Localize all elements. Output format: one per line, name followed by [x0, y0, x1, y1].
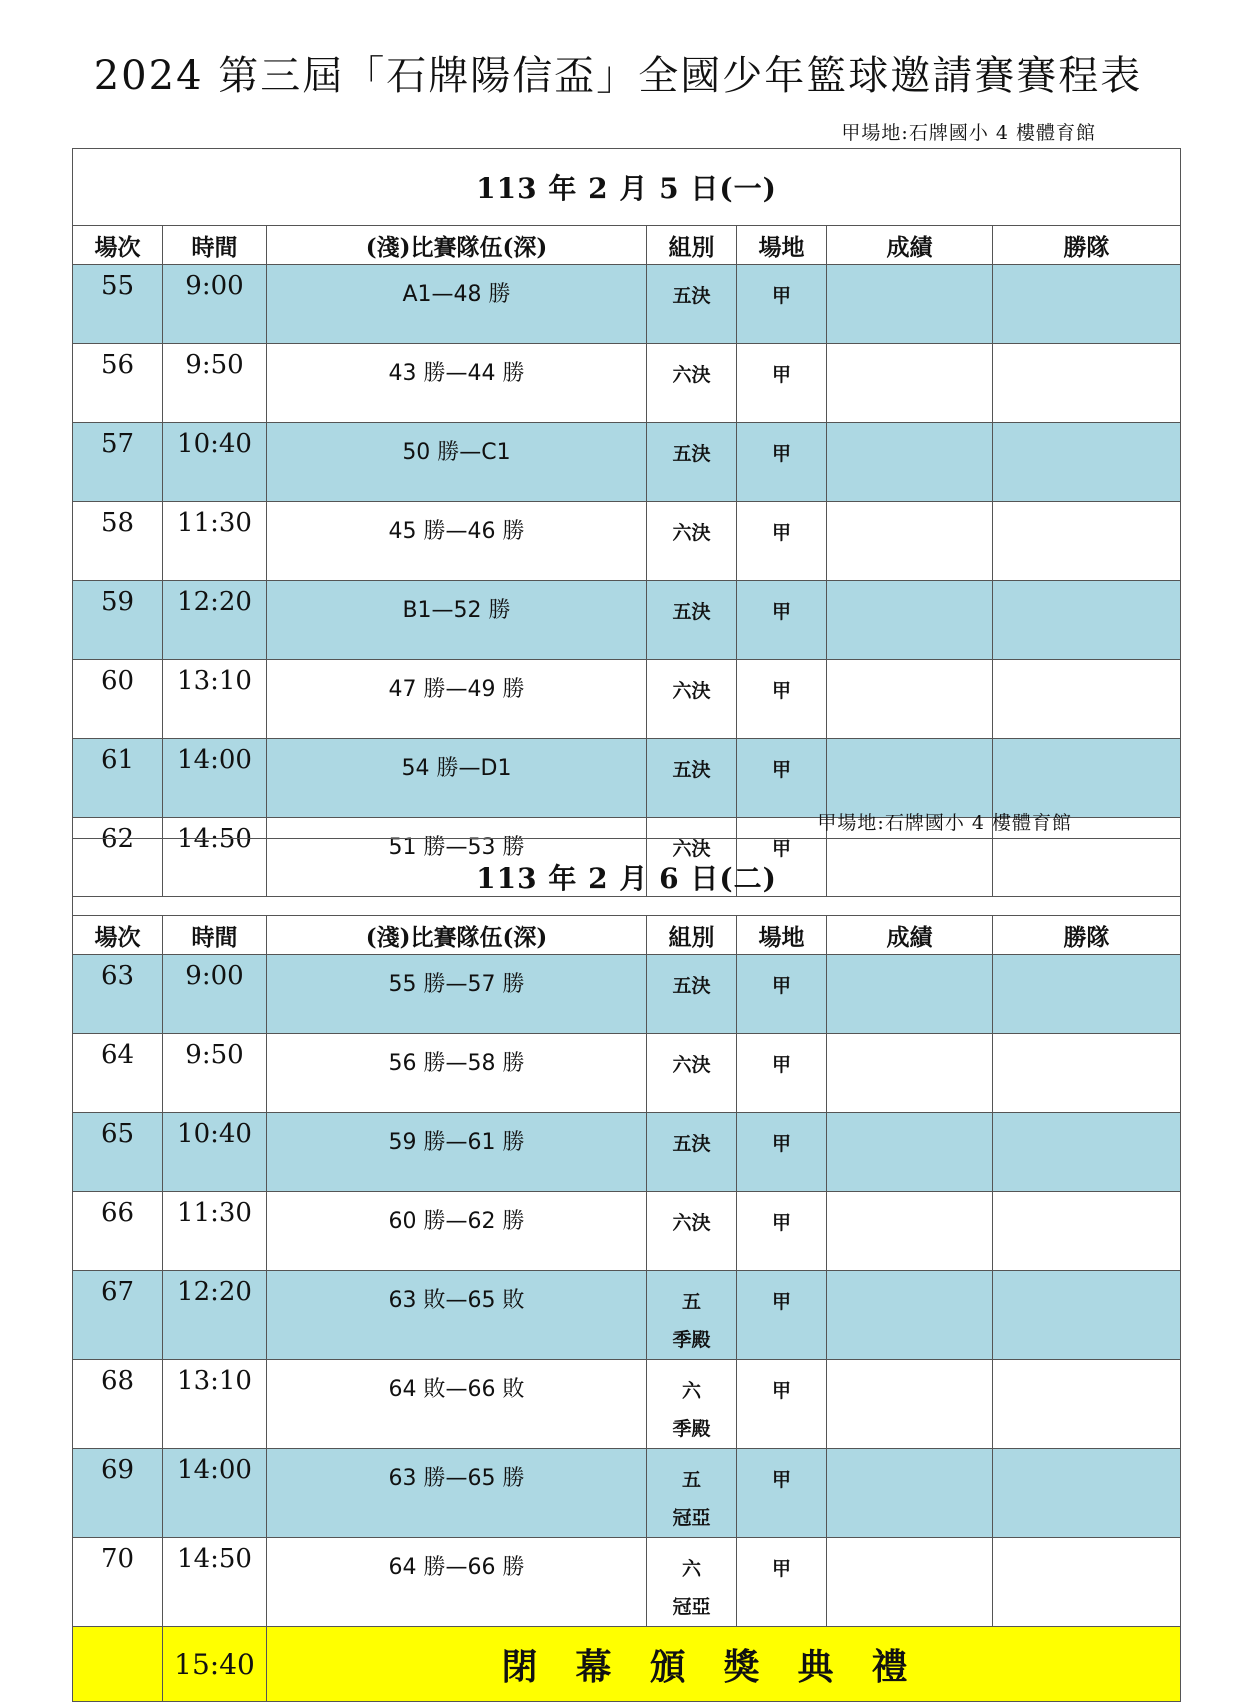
winner-cell [993, 502, 1181, 581]
header-field: 場地 [737, 226, 827, 265]
winner-cell [993, 1449, 1181, 1538]
group-label: 六 [681, 1558, 701, 1580]
score-cell [827, 423, 993, 502]
match-field: 甲 [737, 1034, 827, 1113]
score-cell [827, 660, 993, 739]
match-field: 甲 [737, 1360, 827, 1449]
group-sublabel: 季殿 [672, 1329, 711, 1351]
winner-cell [993, 739, 1181, 818]
match-time: 11:30 [163, 1192, 267, 1271]
winner-cell [993, 955, 1181, 1034]
winner-cell [993, 265, 1181, 344]
match-teams: 45 勝—46 勝 [267, 502, 647, 581]
match-time: 11:30 [163, 502, 267, 581]
header-time: 時間 [163, 916, 267, 955]
match-number: 67 [73, 1271, 163, 1360]
match-number: 57 [73, 423, 163, 502]
match-number: 62 [73, 818, 163, 897]
table-row [73, 344, 1181, 423]
group-label: 五決 [672, 975, 711, 997]
match-group [647, 265, 737, 344]
table-row [73, 423, 1181, 502]
match-time: 9:50 [163, 1034, 267, 1113]
table-row [73, 955, 1181, 1034]
score-cell [827, 955, 993, 1034]
match-field: 甲 [737, 1538, 827, 1627]
schedule-table-day1 [72, 148, 1181, 897]
match-time: 12:20 [163, 581, 267, 660]
match-number: 56 [73, 344, 163, 423]
table-row [73, 1192, 1181, 1271]
match-time: 14:50 [163, 818, 267, 897]
match-field: 甲 [737, 1113, 827, 1192]
winner-cell [993, 423, 1181, 502]
match-number: 61 [73, 739, 163, 818]
page-title: 2024 第三屆「石牌陽信盃」全國少年籃球邀請賽賽程表 [93, 53, 1143, 99]
group-label: 六 [681, 1380, 701, 1402]
score-cell [827, 739, 993, 818]
match-teams: 50 勝—C1 [267, 423, 647, 502]
match-number: 65 [73, 1113, 163, 1192]
winner-cell [993, 1271, 1181, 1360]
match-teams: 63 勝—65 勝 [267, 1449, 647, 1538]
match-teams: B1—52 勝 [267, 581, 647, 660]
winner-cell [993, 1113, 1181, 1192]
score-cell [827, 265, 993, 344]
match-number: 58 [73, 502, 163, 581]
table-row [73, 265, 1181, 344]
header-no: 場次 [73, 916, 163, 955]
header-field: 場地 [737, 916, 827, 955]
match-time: 9:00 [163, 955, 267, 1034]
ceremony-time: 15:40 [163, 1627, 267, 1702]
match-field: 甲 [737, 344, 827, 423]
score-cell [827, 1360, 993, 1449]
match-field: 甲 [737, 265, 827, 344]
table-row [73, 502, 1181, 581]
match-group [647, 1538, 737, 1627]
group-label: 五 [681, 1291, 701, 1313]
table-row [73, 1449, 1181, 1538]
score-cell [827, 502, 993, 581]
score-cell [827, 1113, 993, 1192]
match-group [647, 1034, 737, 1113]
match-time: 14:00 [163, 1449, 267, 1538]
winner-cell [993, 1034, 1181, 1113]
match-teams: 64 敗—66 敗 [267, 1360, 647, 1449]
match-group [647, 502, 737, 581]
group-label: 五決 [672, 601, 711, 623]
winner-cell [993, 660, 1181, 739]
score-cell [827, 344, 993, 423]
venue-note: 甲場地:石牌國小 4 樓體育館 [841, 122, 1096, 144]
header-match: (淺)比賽隊伍(深) [267, 916, 647, 955]
score-cell [827, 1192, 993, 1271]
score-cell [827, 1449, 993, 1538]
match-number: 69 [73, 1449, 163, 1538]
group-label: 六決 [672, 1212, 711, 1234]
header-time: 時間 [163, 226, 267, 265]
header-no: 場次 [73, 226, 163, 265]
match-teams: 56 勝—58 勝 [267, 1034, 647, 1113]
match-number: 64 [73, 1034, 163, 1113]
match-field: 甲 [737, 1192, 827, 1271]
table-row [73, 1034, 1181, 1113]
header-group: 組別 [647, 226, 737, 265]
winner-cell [993, 1360, 1181, 1449]
match-time: 10:40 [163, 423, 267, 502]
match-group [647, 739, 737, 818]
table-row [73, 1113, 1181, 1192]
ceremony-no [73, 1627, 163, 1702]
group-label: 六決 [672, 522, 711, 544]
group-label: 五 [681, 1469, 701, 1491]
match-teams: 54 勝—D1 [267, 739, 647, 818]
date-heading: 113 年 2 月 5 日(一) [73, 149, 1181, 226]
score-cell [827, 581, 993, 660]
schedule-table-day2 [72, 838, 1181, 1702]
match-time: 14:50 [163, 1538, 267, 1627]
date-heading: 113 年 2 月 6 日(二) [73, 839, 1181, 916]
match-field: 甲 [737, 502, 827, 581]
match-field: 甲 [737, 1449, 827, 1538]
group-sublabel: 冠亞 [672, 1596, 711, 1618]
header-score: 成績 [827, 226, 993, 265]
match-number: 55 [73, 265, 163, 344]
match-number: 60 [73, 660, 163, 739]
match-group [647, 955, 737, 1034]
match-number: 68 [73, 1360, 163, 1449]
match-group [647, 344, 737, 423]
match-group [647, 423, 737, 502]
match-number: 63 [73, 955, 163, 1034]
match-teams: 51 勝—53 勝 [267, 818, 647, 897]
match-teams: 47 勝—49 勝 [267, 660, 647, 739]
match-group [647, 1271, 737, 1360]
match-group [647, 1113, 737, 1192]
winner-cell [993, 581, 1181, 660]
match-field: 甲 [737, 581, 827, 660]
match-number: 66 [73, 1192, 163, 1271]
header-score: 成績 [827, 916, 993, 955]
match-teams: 63 敗—65 敗 [267, 1271, 647, 1360]
match-teams: 43 勝—44 勝 [267, 344, 647, 423]
table-row [73, 581, 1181, 660]
table-row [73, 660, 1181, 739]
header-group: 組別 [647, 916, 737, 955]
match-group [647, 581, 737, 660]
match-teams: 64 勝—66 勝 [267, 1538, 647, 1627]
group-label: 六決 [672, 838, 711, 860]
group-label: 五決 [672, 1133, 711, 1155]
match-field: 甲 [737, 1271, 827, 1360]
match-field: 甲 [737, 955, 827, 1034]
header-winner: 勝隊 [993, 226, 1181, 265]
group-label: 五決 [672, 759, 711, 781]
match-teams: 55 勝—57 勝 [267, 955, 647, 1034]
table-row [73, 1271, 1181, 1360]
score-cell [827, 1271, 993, 1360]
match-field: 甲 [737, 423, 827, 502]
group-label: 六決 [672, 680, 711, 702]
table-row [73, 1538, 1181, 1627]
group-label: 六決 [672, 1054, 711, 1076]
match-time: 13:10 [163, 660, 267, 739]
group-sublabel: 冠亞 [672, 1507, 711, 1529]
match-field: 甲 [737, 818, 827, 897]
header-winner: 勝隊 [993, 916, 1181, 955]
table-row [73, 1360, 1181, 1449]
match-number: 70 [73, 1538, 163, 1627]
winner-cell [993, 1192, 1181, 1271]
match-group [647, 1360, 737, 1449]
header-match: (淺)比賽隊伍(深) [267, 226, 647, 265]
match-teams: 59 勝—61 勝 [267, 1113, 647, 1192]
winner-cell [993, 1538, 1181, 1627]
match-field: 甲 [737, 660, 827, 739]
match-time: 9:50 [163, 344, 267, 423]
score-cell [827, 1034, 993, 1113]
group-label: 六決 [672, 364, 711, 386]
group-sublabel: 季殿 [672, 1418, 711, 1440]
match-time: 13:10 [163, 1360, 267, 1449]
ceremony-title: 閉幕頒獎典禮 [267, 1627, 1181, 1702]
table-row [73, 739, 1181, 818]
match-time: 14:00 [163, 739, 267, 818]
match-group [647, 1192, 737, 1271]
match-teams: 60 勝—62 勝 [267, 1192, 647, 1271]
match-group [647, 1449, 737, 1538]
match-teams: A1—48 勝 [267, 265, 647, 344]
match-group [647, 660, 737, 739]
group-label: 五決 [672, 285, 711, 307]
winner-cell [993, 344, 1181, 423]
match-time: 12:20 [163, 1271, 267, 1360]
group-label: 五決 [672, 443, 711, 465]
match-number: 59 [73, 581, 163, 660]
score-cell [827, 1538, 993, 1627]
match-time: 9:00 [163, 265, 267, 344]
ceremony-row [73, 1627, 1181, 1702]
match-time: 10:40 [163, 1113, 267, 1192]
venue-note: 甲場地:石牌國小 4 樓體育館 [817, 812, 1072, 834]
match-field: 甲 [737, 739, 827, 818]
